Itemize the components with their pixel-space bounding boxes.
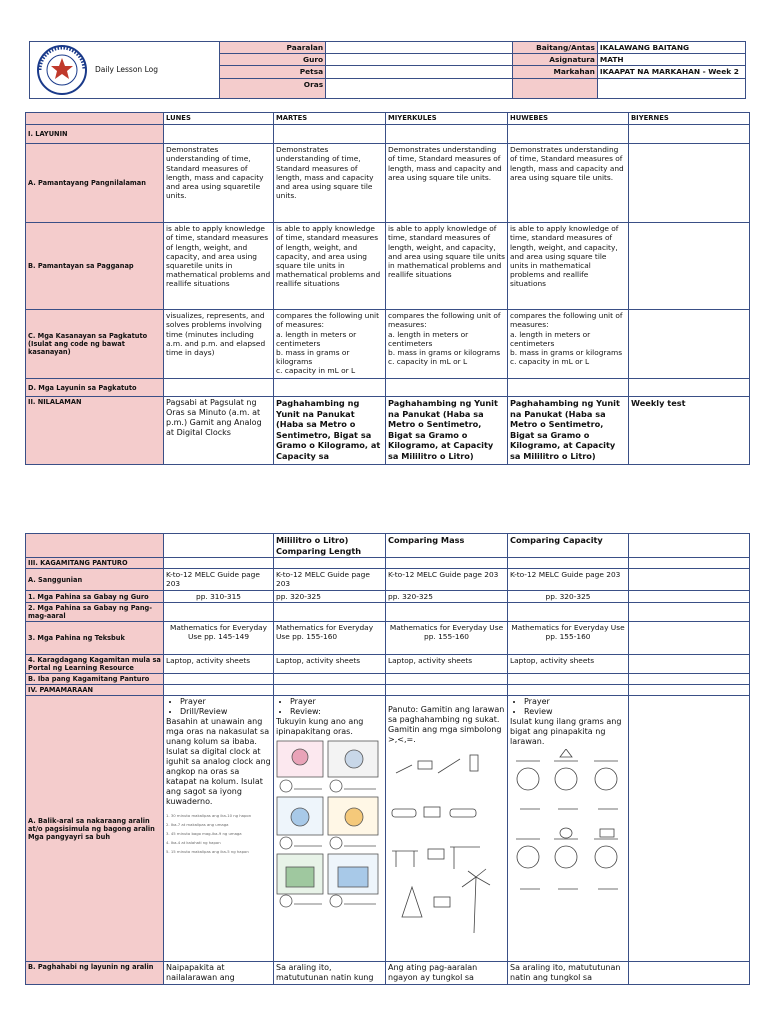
- b-lunes: is able to apply knowledge of time, standard measures of length, weight, and capacity, and area using squaretile units in mathematical problems and reallife situations: [164, 223, 274, 310]
- row-label-gabay-magaaral: 2. Mga Pahina sa Gabay ng Pang-mag-aaral: [26, 603, 164, 622]
- b-huwebes: is able to apply knowledge of time, standard measures of length, weight, and capacity, and area using square tile units in mathematical problems and reallife situations: [508, 223, 629, 310]
- karagdagang-lunes: Laptop, activity sheets: [164, 655, 274, 674]
- gabay-guro-lunes: pp. 310-315: [164, 591, 274, 603]
- lesson-table-1: [25, 112, 750, 465]
- balik-aral-huwebes: • Prayer • Review Isulat kung ilang grams ang bigat ang pinapakita ng larawan.: [508, 696, 629, 962]
- ii-huwebes: Paghahambing ng Yunit na Panukat (Haba sa Metro o Sentimetro, Bigat sa Gramo o Kilogramo, at Capacity sa Mililitro o Litro): [508, 397, 629, 465]
- row-label-balik-aral: A. Balik-aral sa nakaraang aralin at/o pagsisimula ng bagong aralin Mga pangyayri sa buh: [26, 696, 164, 962]
- c-huwebes: compares the following unit of measures: a. length in meters or centimeters b. mass in grams or kilograms c. capacity in mL or L: [508, 310, 629, 379]
- row-label-gabay-guro: 1. Mga Pahina sa Gabay ng Guro: [26, 591, 164, 603]
- sanggunian-lunes: K-to-12 MELC Guide page 203: [164, 569, 274, 591]
- a-lunes: Demonstrates understanding of time, Standard measures of length, mass and capacity and area using squaretile units.: [164, 144, 274, 223]
- gabay-guro-huwebes: pp. 320-325: [508, 591, 629, 603]
- day-header-lunes: LUNES: [164, 113, 274, 125]
- paghahabi-martes: Sa araling ito, matututunan natin kung: [274, 962, 386, 985]
- row-label-paghahabi: B. Paghahabi ng layunin ng aralin: [26, 962, 164, 985]
- row-label-karagdagang: 4. Karagdagang Kagamitan mula sa Portal ng Learning Resource: [26, 655, 164, 674]
- b-miyerkules: is able to apply knowledge of time, standard measures of length, weight, and capacity, and area using square tile units in mathematical problems and reallife situations: [386, 223, 508, 310]
- teksbuk-martes: Mathematics for Everyday Use pp. 155-160: [274, 622, 386, 655]
- c-miyerkules: compares the following unit of measures: a. length in meters or centimeters b. mass in grams or kilograms c. capacity in mL or L: [386, 310, 508, 379]
- lesson-table-2: [25, 533, 750, 985]
- label-asignatura: Asignatura: [513, 54, 598, 66]
- day-header-biyernes: BIYERNES: [629, 113, 750, 125]
- sanggunian-martes: K-to-12 MELC Guide page 203: [274, 569, 386, 591]
- value-empty: [597, 78, 745, 98]
- row-label-teksbuk: 3. Mga Pahina ng Teksbuk: [26, 622, 164, 655]
- value-paaralan: [326, 42, 513, 54]
- a-miyerkules: Demonstrates understanding of time, Standard measures of length, mass and capacity and area using square tile units.: [386, 144, 508, 223]
- teksbuk-lunes: Mathematics for Everyday Use pp. 145-149: [164, 622, 274, 655]
- cont-martes: Mililitro o Litro) Comparing Length: [274, 534, 386, 558]
- cont-huwebes: Comparing Capacity: [508, 534, 629, 558]
- b-martes: is able to apply knowledge of time, standard measures of length, weight, and capacity, and area using square tile units in mathematical problems and reallife situations: [274, 223, 386, 310]
- value-asignatura: MATH: [597, 54, 745, 66]
- teksbuk-huwebes: Mathematics for Everyday Use pp. 155-160: [508, 622, 629, 655]
- ii-lunes: Pagsabi at Pagsulat ng Oras sa Minuto (a.m. at p.m.) Gamit ang Analog at Digital Clocks: [164, 397, 274, 465]
- compare-length-image: [388, 747, 500, 937]
- sanggunian-miyerkules: K-to-12 MELC Guide page 203: [386, 569, 508, 591]
- value-guro: [326, 54, 513, 66]
- gabay-guro-martes: pp. 320-325: [274, 591, 386, 603]
- row-label-iba-pang: B. Iba pang Kagamitang Panturo: [26, 674, 164, 685]
- deped-seal-icon: [32, 44, 92, 96]
- balik-aral-martes: • Prayer • Review: Tukuyin kung ano ang ipinapakitang oras.: [274, 696, 386, 962]
- gabay-guro-miyerkules: pp. 320-325: [386, 591, 508, 603]
- ii-biyernes: Weekly test: [629, 397, 750, 465]
- section-kagamitan: III. KAGAMITANG PANTURO: [26, 558, 164, 569]
- value-oras: [326, 78, 513, 98]
- cont-miyerkules: Comparing Mass: [386, 534, 508, 558]
- paghahabi-lunes: Naipapakita at nailalarawan ang: [164, 962, 274, 985]
- row-label-a: A. Pamantayang Pangnilalaman: [26, 144, 164, 223]
- karagdagang-martes: Laptop, activity sheets: [274, 655, 386, 674]
- row-label-d: D. Mga Layunin sa Pagkatuto: [26, 379, 164, 397]
- c-lunes: visualizes, represents, and solves problems involving time (minutes including a.m. and p.m. and elapsed time in days): [164, 310, 274, 379]
- value-markahan: IKAAPAT NA MARKAHAN - Week 2: [597, 66, 745, 78]
- corner-cell: [26, 113, 164, 125]
- teksbuk-miyerkules: Mathematics for Everyday Use pp. 155-160: [386, 622, 508, 655]
- section-nilalaman: II. NILALAMAN: [26, 397, 164, 465]
- day-header-huwebes: HUWEBES: [508, 113, 629, 125]
- sanggunian-huwebes: K-to-12 MELC Guide page 203: [508, 569, 629, 591]
- row-label-b: B. Pamantayan sa Pagganap: [26, 223, 164, 310]
- balik-aral-lunes: • Prayer • Drill/Review Basahin at unawain ang mga oras na nakasulat sa unang kolum sa ibaba. Isulat sa digital clock at iguhit sa analog clock ang angkop na oras sa katapat na kolum. Isulat ang sagot sa iyong kuwaderno. 1. 30 minuto makalipas ang ika-10 ng hapon 2. Ika-7 at makalipas ang umaga 3. 45 minuto bago mag-ika-9 ng umaga 4. Ika-4 at kalahati ng hapon 5. 15 minuto makalipas ang ika-5 ng hapon: [164, 696, 274, 962]
- label-paaralan: Paaralan: [220, 42, 326, 54]
- section-layunin: I. LAYUNIN: [26, 125, 164, 144]
- paghahabi-huwebes: Sa araling ito, matututunan natin ang tungkol sa: [508, 962, 629, 985]
- label-guro: Guro: [220, 54, 326, 66]
- clock-pictures-image: [276, 739, 380, 909]
- drill-worksheet: 1. 30 minuto makalipas ang ika-10 ng hapon 2. Ika-7 at makalipas ang umaga 3. 45 minuto bago mag-ika-9 ng umaga 4. Ika-4 at kalahati ng hapon 5. 15 minuto makalipas ang ika-5 ng hapon: [166, 813, 252, 855]
- day-header-miyerkules: MIYERKULES: [386, 113, 508, 125]
- row-label-sanggunian: A. Sanggunian: [26, 569, 164, 591]
- section-pamamaraan: IV. PAMAMARAAN: [26, 685, 164, 696]
- value-baitang: IKALAWANG BAITANG: [597, 42, 745, 54]
- karagdagang-huwebes: Laptop, activity sheets: [508, 655, 629, 674]
- balik-aral-miyerkules: Panuto: Gamitin ang larawan sa paghahambing ng sukat. Gamitin ang mga simbolong >,<,=.: [386, 696, 508, 962]
- header-logo-cell: [30, 42, 220, 99]
- label-oras: Oras: [220, 78, 326, 98]
- karagdagang-miyerkules: Laptop, activity sheets: [386, 655, 508, 674]
- c-martes: compares the following unit of measures: a. length in meters or centimeters b. mass in grams or kilograms c. capacity in mL or L: [274, 310, 386, 379]
- weighing-scales-image: [510, 749, 624, 909]
- paghahabi-miyerkules: Ang ating pag-aaralan ngayon ay tungkol sa: [386, 962, 508, 985]
- value-petsa: [326, 66, 513, 78]
- label-markahan: Markahan: [513, 66, 598, 78]
- row-label-c: C. Mga Kasanayan sa Pagkatuto (Isulat ang code ng bawat kasanayan): [26, 310, 164, 379]
- a-martes: Demonstrates understanding of time, Standard measures of length, mass and capacity and area using square tile units.: [274, 144, 386, 223]
- label-empty: [513, 78, 598, 98]
- label-petsa: Petsa: [220, 66, 326, 78]
- label-baitang: Baitang/Antas: [513, 42, 598, 54]
- a-huwebes: Demonstrates understanding of time, Standard measures of length, mass and capacity and area using square tile units.: [508, 144, 629, 223]
- day-header-martes: MARTES: [274, 113, 386, 125]
- ii-martes: Paghahambing ng Yunit na Panukat (Haba sa Metro o Sentimetro, Bigat sa Gramo o Kilogramo, at Capacity sa: [274, 397, 386, 465]
- page-title: Daily Lesson Log: [95, 65, 158, 75]
- ii-miyerkules: Paghahambing ng Yunit na Panukat (Haba sa Metro o Sentimetro, Bigat sa Gramo o Kilogramo, at Capacity sa Mililitro o Litro): [386, 397, 508, 465]
- header-table: [29, 41, 746, 99]
